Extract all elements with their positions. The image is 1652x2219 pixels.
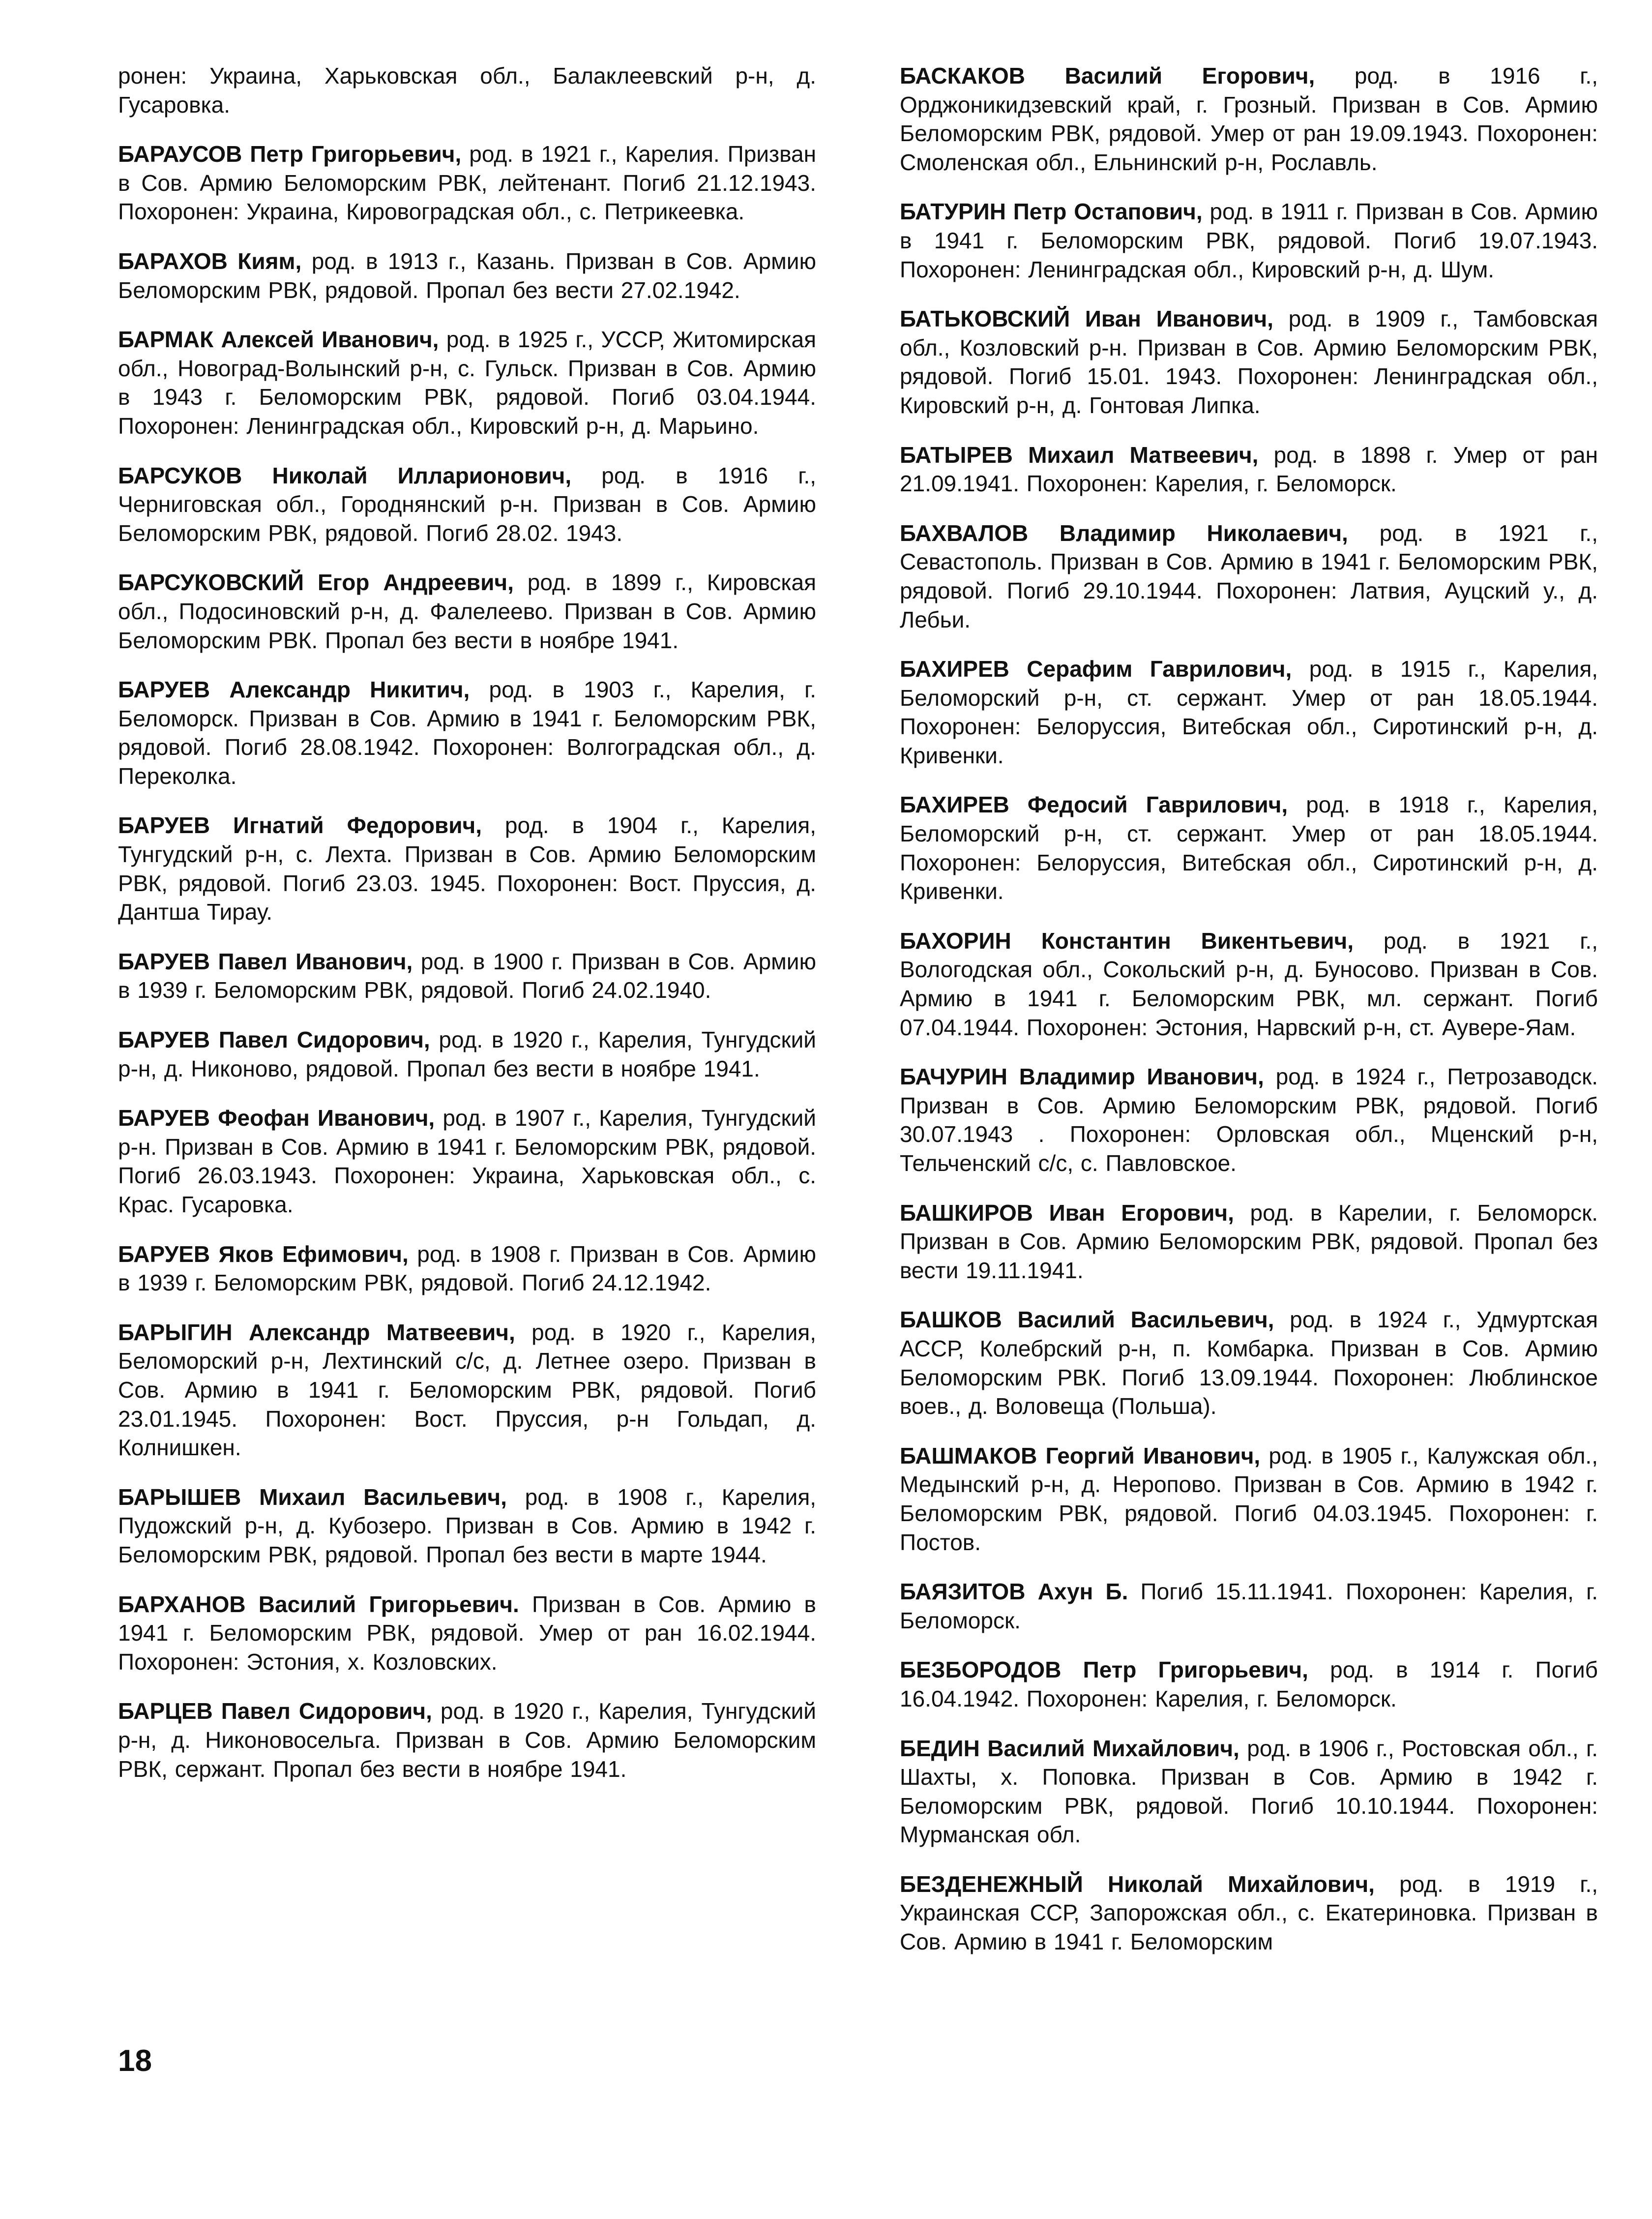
entry-name: БАШКОВ Василий Васильевич, <box>900 1307 1274 1333</box>
entry-name: БЕДИН Василий Михайлович, <box>900 1735 1239 1761</box>
entry <box>118 1697 816 1783</box>
entry-text: род. в 1919 г., Украинская ССР, Запорожская обл., с. Екатериновка. Призван в Сов. Армию в 1941 г. Беломорским <box>900 1871 1598 1955</box>
entry <box>900 655 1598 770</box>
entry-text: род. в 1898 г. Умер от ран 21.09.1941. Похоронен: Карелия, г. Беломорск. <box>900 442 1598 497</box>
entry <box>900 61 1598 177</box>
entry <box>900 304 1598 420</box>
entry-text: род. в 1914 г. Погиб 16.04.1942. Похоронен: Карелия, г. Беломорск. <box>900 1657 1598 1711</box>
entry <box>900 441 1598 498</box>
entry-name: БЕЗБОРОДОВ Петр Григорьевич, <box>900 1657 1308 1683</box>
entry-text: род. в 1899 г., Кировская обл., Подосиновский р-н, д. Фалелеево. Призван в Сов. Армию Беломорским РВК. Пропал без вести в ноябре 1941. <box>118 570 817 653</box>
entry-name: БАРУЕВ Павел Иванович, <box>118 948 413 974</box>
entry-name: БЕЗДЕНЕЖНЫЙ Николай Михайлович, <box>900 1871 1375 1897</box>
entry-name: БАХВАЛОВ Владимир Николаевич, <box>900 520 1348 546</box>
entry-name: БАХИРЕВ Серафим Гаврилович, <box>900 656 1292 682</box>
entry-text: род. в 1909 г., Тамбовская обл., Козловский р-н. Призван в Сов. Армию Беломорским РВК, рядовой. Погиб 15.01. 1943. Похоронен: Ленинградская обл., Кировский р-н, д. Гонтовая Липка. <box>900 306 1598 418</box>
entry-text: род. в 1904 г., Карелия, Тунгудский р-н, с. Лехта. Призван в Сов. Армию Беломорским РВК, рядовой. Погиб 23.03. 1945. Похоронен: Вост. Пруссия, д. Дантша Тирау. <box>118 812 816 925</box>
entry-text: род. в 1925 г., УССР, Житомирская обл., Новоград-Волынский р-н, с. Гульск. Призван в Сов. Армию в 1943 г. Беломорским РВК, рядовой. Погиб 03.04.1944. Похоронен: Ленинградская обл., Кировский р-н, д. Марьино. <box>118 327 816 439</box>
entry-name: БАТЬКОВСКИЙ Иван Иванович, <box>900 306 1273 332</box>
entry-name: БАРЫГИН Александр Матвеевич, <box>118 1319 515 1345</box>
entry-text: род. в 1918 г., Карелия, Беломорский р-н, ст. сержант. Умер от ран 18.05.1944. Похоронен: Белоруссия, Витебская обл., Сиротинский р-н, д. Кривенки. <box>900 792 1598 904</box>
entry-name: БАРАХОВ Киям, <box>118 248 302 274</box>
entry-name: БАРСУКОВ Николай Илларионович, <box>118 462 572 488</box>
entry <box>900 197 1598 284</box>
right-column <box>900 61 1598 1977</box>
entry-text: род. в 1907 г., Карелия, Тунгудский р-н. Призван в Сов. Армию в 1941 г. Беломорским РВК, рядовой. Погиб 26.03.1943. Похоронен: Украина, Харьковская обл., с. Крас. Гусаровка. <box>118 1105 816 1217</box>
entry-name: БАРУЕВ Павел Сидорович, <box>118 1027 430 1053</box>
entry-text: род. в 1920 г., Карелия, Тунгудский р-н, д. Никоновосельга. Призван в Сов. Армию Беломорским РВК, сержант. Пропал без вести в ноябре 1941. <box>118 1698 816 1782</box>
entry-text: род. в 1908 г. Призван в Сов. Армию в 1939 г. Беломорским РВК, рядовой. Погиб 24.12.1942. <box>118 1241 817 1296</box>
entry <box>118 247 816 304</box>
entry-text: род. в 1913 г., Казань. Призван в Сов. Армию Беломорским РВК, рядовой. Пропал без вести 27.02.1942. <box>118 248 816 303</box>
entry-text: род. в 1921 г., Севастополь. Призван в Сов. Армию в 1941 г. Беломорским РВК, рядовой. Погиб 29.10.1944. Похоронен: Латвия, Ауцский у., д. Лебьи. <box>900 520 1598 632</box>
entry <box>900 1655 1598 1713</box>
entry-text: род. в 1906 г., Ростовская обл., г. Шахты, х. Поповка. Призван в Сов. Армию в 1942 г. Беломорским РВК, рядовой. Погиб 10.10.1944. Похоронен: Мурманская обл. <box>900 1735 1598 1848</box>
entry-text: род. в 1908 г., Карелия, Пудожский р-н, д. Кубозеро. Призван в Сов. Армию в 1942 г. Беломорским РВК, рядовой. Пропал без вести в марте 1944. <box>118 1484 817 1567</box>
entry <box>900 1062 1598 1177</box>
entry-name: БАТЫРЕВ Михаил Матвеевич, <box>900 442 1259 468</box>
entry <box>900 1734 1598 1849</box>
entry <box>900 1199 1598 1285</box>
entry <box>118 1318 816 1462</box>
entry-text: род. в 1920 г., Карелия, Тунгудский р-н, д. Никоново, рядовой. Пропал без вести в ноябре 1941. <box>118 1027 817 1081</box>
entry <box>118 461 816 548</box>
entry-name: БАХОРИН Константин Викентьевич, <box>900 928 1354 954</box>
entry-text: род. в 1903 г., Карелия, г. Беломорск. Призван в Сов. Армию в 1941 г. Беломорским РВК, рядовой. Погиб 28.08.1942. Похоронен: Волгоградская обл., д. Переколка. <box>118 677 817 789</box>
entry-name: БАРЦЕВ Павел Сидорович, <box>118 1698 432 1724</box>
entry <box>900 519 1598 634</box>
entry-text: род. в 1924 г., Удмуртская АССР, Колебрский р-н, п. Комбарка. Призван в Сов. Армию Беломорским РВК. Погиб 13.09.1944. Похоронен: Люблинское воев., д. Воловеща (Польша). <box>900 1307 1598 1419</box>
entry <box>118 1483 816 1569</box>
entry-name: БАРУЕВ Яков Ефимович, <box>118 1241 409 1267</box>
entry <box>118 140 816 226</box>
entry-name: БАШМАКОВ Георгий Иванович, <box>900 1442 1261 1469</box>
entry-name: БАШКИРОВ Иван Егорович, <box>900 1199 1234 1226</box>
page-number: 18 <box>118 2044 152 2078</box>
entry-name: БАТУРИН Петр Остапович, <box>900 199 1203 225</box>
entry-text: род. в 1900 г. Призван в Сов. Армию в 1939 г. Беломорским РВК, рядовой. Погиб 24.02.1940. <box>118 948 816 1003</box>
entry <box>118 675 816 790</box>
entry <box>900 1870 1598 1956</box>
entry <box>900 1441 1598 1557</box>
entry-text: Погиб 15.11.1941. Похоронен: Карелия, г. Беломорск. <box>900 1579 1598 1633</box>
entry-name: БАРУЕВ Игнатий Федорович, <box>118 812 482 839</box>
entry <box>118 325 816 440</box>
entry-name: БАСКАКОВ Василий Егорович, <box>900 63 1315 89</box>
entry-name: БАРУЕВ Феофан Иванович, <box>118 1105 435 1131</box>
entry-text: род. в 1916 г., Черниговская обл., Городнянский р-н. Призван в Сов. Армию Беломорским РВК, рядовой. Погиб 28.02. 1943. <box>118 462 817 546</box>
left-column <box>118 61 816 1804</box>
entry <box>118 1104 816 1219</box>
entry-text: род. в 1921 г., Вологодская обл., Сокольский р-н, д. Буносово. Призван в Сов. Армию в 1941 г. Беломорским РВК, мл. сержант. Погиб 07.04.1944. Похоронен: Эстония, Нарвский р-н, ст. Аувере-Яам. <box>900 928 1598 1040</box>
entry-name: БАРХАНОВ Василий Григорьевич. <box>118 1591 519 1617</box>
entry <box>118 1025 816 1083</box>
entry-text: род. в 1911 г. Призван в Сов. Армию в 1941 г. Беломорским РВК, рядовой. Погиб 19.07.1943. Похоронен: Ленинградская обл., Кировский р-н, д. Шум. <box>900 199 1598 282</box>
entry <box>118 568 816 655</box>
entry-name: БАЧУРИН Владимир Иванович, <box>900 1064 1264 1090</box>
entry-text: Призван в Сов. Армию в 1941 г. Беломорским РВК, рядовой. Умер от ран 16.02.1944. Похоронен: Эстония, х. Козловских. <box>118 1591 816 1675</box>
entry-text: род. в 1920 г., Карелия, Беломорский р-н, Лехтинский с/с, д. Летнее озеро. Призван в Сов. Армию в 1941 г. Беломорским РВК, рядовой. Погиб 23.01.1945. Похоронен: Вост. Пруссия, р-н Гольдап, д. Колнишкен. <box>118 1319 816 1461</box>
entry <box>118 61 816 119</box>
entry-text: ронен: Украина, Харьковская обл., Балаклеевский р-н, д. Гусаровка. <box>118 63 816 118</box>
entry <box>900 790 1598 905</box>
entry-name: БАРАУСОВ Петр Григорьевич, <box>118 141 462 167</box>
entry-name: БАРУЕВ Александр Никитич, <box>118 677 470 703</box>
entry-text: род. в 1924 г., Петрозаводск. Призван в Сов. Армию Беломорским РВК, рядовой. Погиб 30.07.1943 . Похоронен: Орловская обл., Мценский р-н, Тельченский с/с, с. Павловское. <box>900 1064 1598 1176</box>
entry-text: род. в 1921 г., Карелия. Призван в Сов. Армию Беломорским РВК, лейтенант. Погиб 21.12.1943. Похоронен: Украина, Кировоградская обл., с. Петрикеевка. <box>118 141 816 225</box>
entry-text: род. в 1916 г., Орджоникидзевский край, г. Грозный. Призван в Сов. Армию Беломорским РВК, рядовой. Умер от ран 19.09.1943. Похоронен: Смоленская обл., Ельнинский р-н, Рославль. <box>900 63 1598 175</box>
entry-name: БАЯЗИТОВ Ахун Б. <box>900 1579 1128 1605</box>
entry-name: БАРСУКОВСКИЙ Егор Андреевич, <box>118 570 514 596</box>
entry <box>900 1305 1598 1420</box>
entry-name: БАРЫШЕВ Михаил Васильевич, <box>118 1484 507 1510</box>
entry-name: БАХИРЕВ Федосий Гаврилович, <box>900 792 1288 818</box>
entry <box>900 927 1598 1042</box>
entry <box>118 1240 816 1297</box>
entry-name: БАРМАК Алексей Иванович, <box>118 327 439 353</box>
entry <box>118 1590 816 1677</box>
entry <box>118 947 816 1005</box>
entry-text: род. в 1905 г., Калужская обл., Медынский р-н, д. Неропово. Призван в Сов. Армию в 1942 г. Беломорским РВК, рядовой. Погиб 04.03.1945. Похоронен: г. Постов. <box>900 1442 1598 1555</box>
entry <box>118 811 816 926</box>
entry <box>900 1577 1598 1635</box>
entry-text: род. в 1915 г., Карелия, Беломорский р-н, ст. сержант. Умер от ран 18.05.1944. Похоронен: Белоруссия, Витебская обл., Сиротинский р-н, д. Кривенки. <box>900 656 1598 768</box>
entry-text: род. в Карелии, г. Беломорск. Призван в Сов. Армию Беломорским РВК, рядовой. Пропал без вести 19.11.1941. <box>900 1199 1598 1283</box>
